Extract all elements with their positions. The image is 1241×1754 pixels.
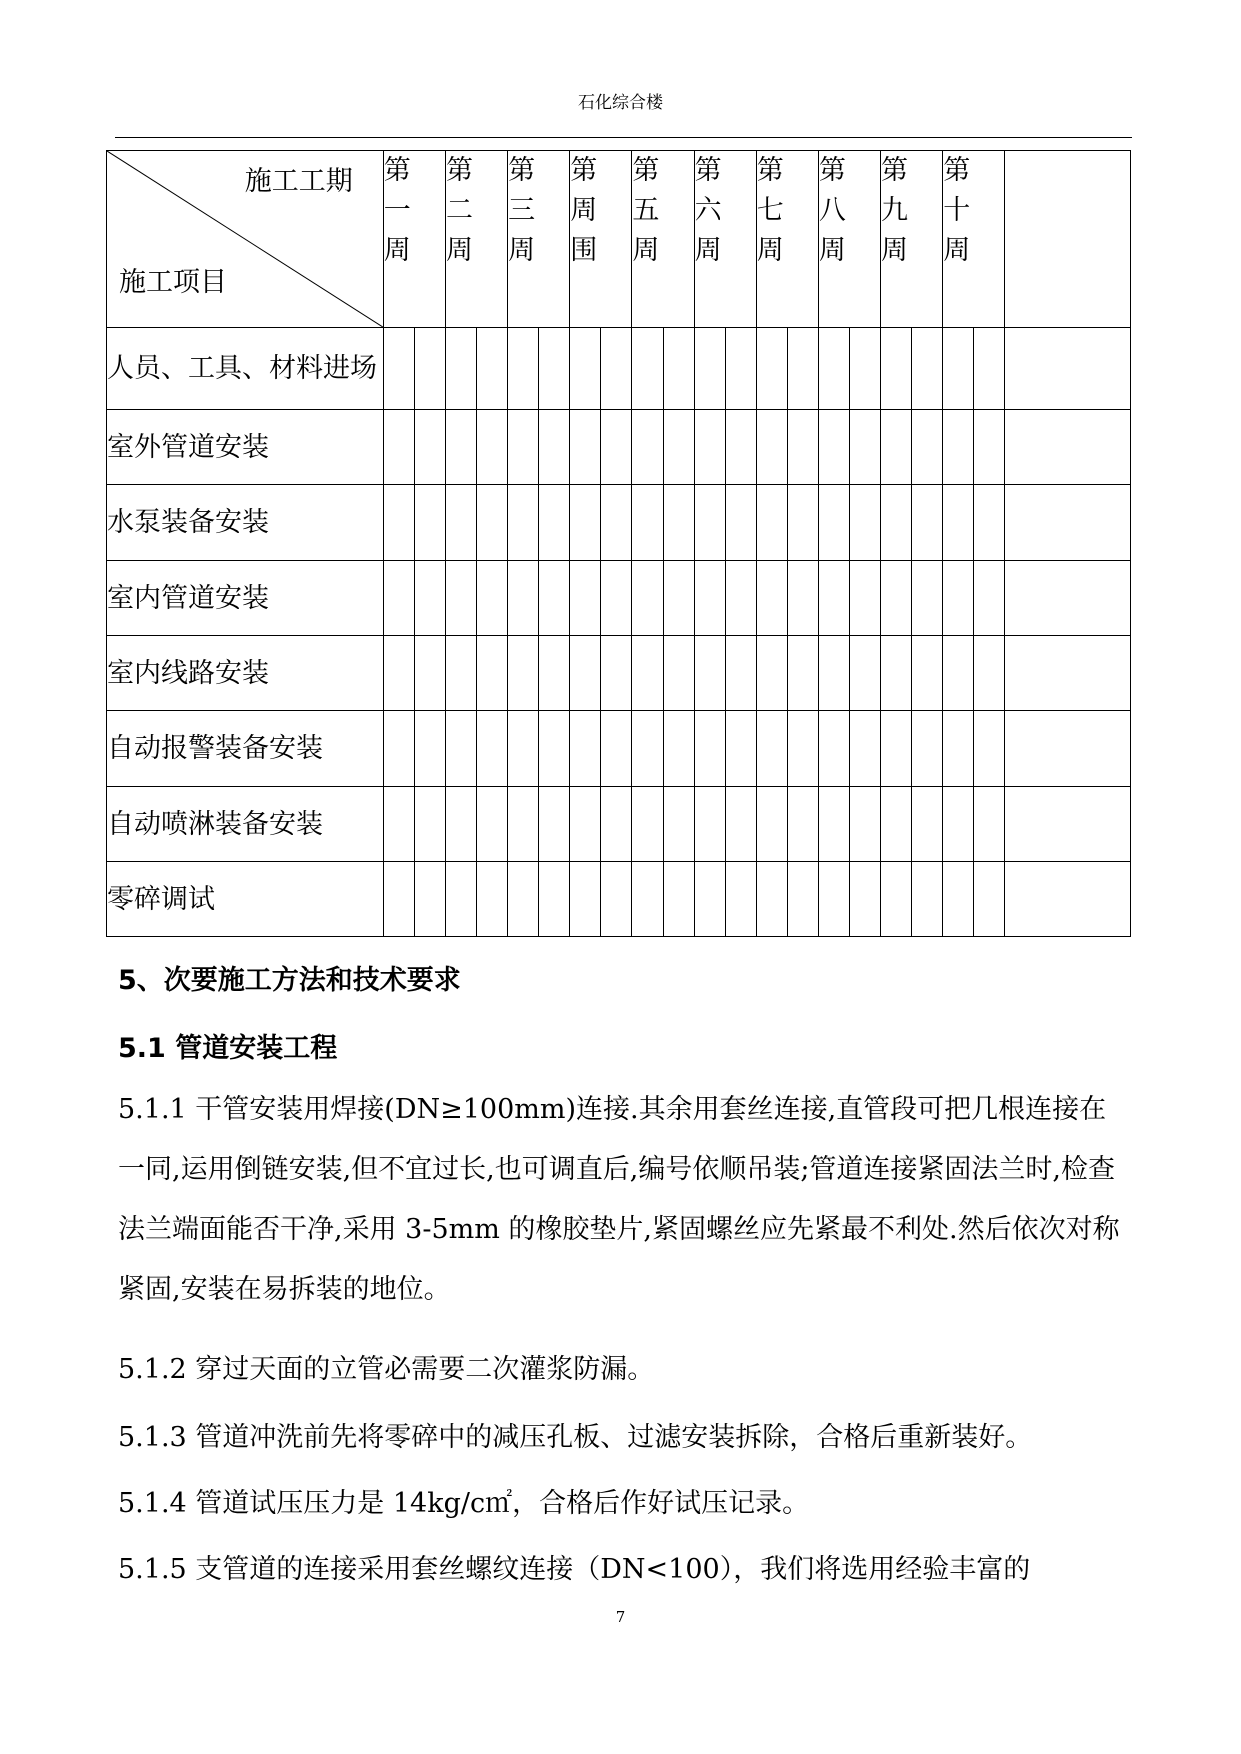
schedule-cell [445,485,476,561]
schedule-cell [414,636,445,711]
schedule-cell [787,636,818,711]
paragraph-5-1-2: 5.1.2 穿过天面的立管必需要二次灌浆防漏。 [118,1354,655,1385]
week-header-char: 周 [445,235,473,266]
schedule-cell [974,485,1005,561]
week-header-char: 围 [570,235,598,266]
schedule-cell [383,485,414,561]
schedule-cell [414,328,445,410]
schedule-cell [601,862,632,937]
paragraph-5-1-1: 5.1.1 干管安装用焊接(DN≥100mm)连接.其余用套丝连接,直管段可把几根连接在一同,运用倒链安装,但不宜过长,也可调直后,编号依顺吊装;管道连接紧固法兰时,检查法兰端面能否干净,采用 3-5mm 的橡胶垫片,紧固螺丝应先紧最不利处.然后依次对称紧固,安装在易拆装的地位。 [118,1094,1120,1305]
week-header-char: 第 [694,155,722,186]
week-header-6 [694,151,756,328]
schedule-cell [787,711,818,787]
schedule-extra-cell [1005,485,1131,561]
paragraph-5-1-3: 5.1.3 管道冲洗前先将零碎中的减压孔板、过滤安装拆除，合格后重新装好。 [118,1422,1033,1453]
schedule-cell [632,787,663,862]
schedule-cell [694,410,725,485]
schedule-extra-cell [1005,561,1131,636]
schedule-cell [414,711,445,787]
schedule-cell [632,711,663,787]
schedule-cell [787,862,818,937]
schedule-extra-cell [1005,711,1131,787]
schedule-cell [477,485,508,561]
schedule-cell [539,410,570,485]
schedule-cell [912,328,943,410]
schedule-cell [445,636,476,711]
week-header-char: 周 [632,235,660,266]
schedule-cell [663,561,694,636]
schedule-cell [632,328,663,410]
schedule-item-label: 室内线路安装 [107,636,384,711]
schedule-cell [943,711,974,787]
schedule-cell [601,636,632,711]
week-header-5 [632,151,694,328]
schedule-cell [508,787,539,862]
schedule-cell [508,328,539,410]
schedule-cell [787,787,818,862]
schedule-cell [974,711,1005,787]
week-header-char: 第 [508,155,536,186]
week-header-10 [943,151,1005,328]
week-header-char: 五 [632,195,660,226]
schedule-cell [570,787,601,862]
schedule-cell [974,787,1005,862]
schedule-cell [632,561,663,636]
schedule-cell [694,787,725,862]
schedule-cell [943,561,974,636]
schedule-cell [508,711,539,787]
schedule-row [107,561,1131,636]
page-header-title: 石化综合楼 [578,93,663,112]
section-5-1-heading: 5.1 管道安装工程 [118,1033,338,1064]
corner-cell [107,151,384,328]
schedule-cell [725,485,756,561]
schedule-row [107,410,1131,485]
schedule-row [107,787,1131,862]
schedule-cell [383,410,414,485]
schedule-cell [570,862,601,937]
schedule-cell [818,410,849,485]
schedule-cell [539,485,570,561]
schedule-cell [445,711,476,787]
week-header-char: 十 [943,195,971,226]
schedule-cell [881,636,912,711]
schedule-cell [570,328,601,410]
schedule-item-label: 自动报警装备安装 [107,711,384,787]
schedule-cell [974,561,1005,636]
schedule-cell [539,636,570,711]
week-header-char: 九 [881,195,909,226]
schedule-row [107,328,1131,410]
week-header-char: 二 [445,195,473,226]
schedule-cell [756,410,787,485]
schedule-cell [383,636,414,711]
page-number: 7 [615,1608,626,1626]
schedule-cell [849,636,880,711]
week-header-char: 第 [881,155,909,186]
week-header-char: 周 [383,235,411,266]
schedule-cell [414,410,445,485]
week-header-char: 一 [383,195,411,226]
schedule-cell [881,711,912,787]
schedule-cell [601,410,632,485]
schedule-cell [725,561,756,636]
schedule-cell [570,485,601,561]
schedule-item-label: 水泵装备安装 [107,485,384,561]
week-header-2 [445,151,507,328]
schedule-cell [849,787,880,862]
schedule-cell [663,787,694,862]
week-header-1 [383,151,445,328]
schedule-cell [912,862,943,937]
extra-header-cell [1005,151,1131,328]
schedule-cell [601,787,632,862]
schedule-cell [818,862,849,937]
schedule-cell [632,862,663,937]
schedule-cell [601,711,632,787]
schedule-cell [445,862,476,937]
schedule-cell [414,485,445,561]
week-header-char: 周 [508,235,536,266]
schedule-cell [539,862,570,937]
schedule-cell [974,328,1005,410]
schedule-cell [756,862,787,937]
schedule-cell [818,328,849,410]
schedule-cell [694,862,725,937]
schedule-cell [694,485,725,561]
schedule-cell [849,711,880,787]
schedule-cell [477,862,508,937]
schedule-cell [383,711,414,787]
schedule-cell [756,485,787,561]
schedule-cell [477,636,508,711]
schedule-cell [725,410,756,485]
week-header-char: 周 [943,235,971,266]
schedule-cell [445,787,476,862]
schedule-cell [477,410,508,485]
schedule-cell [663,328,694,410]
schedule-cell [694,636,725,711]
week-header-9 [881,151,943,328]
schedule-cell [570,636,601,711]
week-header-char: 第 [756,155,784,186]
schedule-cell [508,485,539,561]
schedule-cell [849,561,880,636]
schedule-cell [445,328,476,410]
schedule-item-label: 零碎调试 [107,862,384,937]
schedule-cell [445,410,476,485]
week-header-char: 第 [383,155,411,186]
schedule-cell [601,561,632,636]
schedule-cell [539,328,570,410]
schedule-item-label: 室内管道安装 [107,561,384,636]
schedule-cell [881,862,912,937]
schedule-extra-cell [1005,787,1131,862]
schedule-cell [881,485,912,561]
schedule-cell [881,410,912,485]
week-header-char: 第 [570,155,598,186]
schedule-cell [539,787,570,862]
schedule-cell [725,711,756,787]
schedule-row [107,711,1131,787]
schedule-cell [663,862,694,937]
schedule-cell [725,862,756,937]
schedule-cell [632,410,663,485]
corner-label-period: 施工工期 [244,166,353,197]
schedule-cell [477,711,508,787]
schedule-cell [694,711,725,787]
schedule-cell [756,636,787,711]
schedule-cell [787,328,818,410]
schedule-cell [756,711,787,787]
schedule-cell [756,787,787,862]
schedule-cell [508,636,539,711]
week-header-char: 第 [818,155,846,186]
schedule-table [106,150,1131,937]
schedule-extra-cell [1005,410,1131,485]
schedule-cell [663,485,694,561]
schedule-cell [881,787,912,862]
schedule-cell [601,328,632,410]
schedule-cell [725,636,756,711]
week-header-char: 八 [818,195,846,226]
schedule-cell [943,485,974,561]
schedule-row [107,636,1131,711]
schedule-cell [943,410,974,485]
week-header-7 [756,151,818,328]
week-header-char: 周 [881,235,909,266]
schedule-header-row [107,151,1131,328]
schedule-cell [756,561,787,636]
schedule-cell [756,328,787,410]
week-header-char: 六 [694,195,722,226]
week-header-char: 第 [445,155,473,186]
schedule-cell [912,787,943,862]
schedule-cell [787,561,818,636]
schedule-cell [818,561,849,636]
week-header-char: 第 [943,155,971,186]
week-header-char: 周 [818,235,846,266]
schedule-cell [383,862,414,937]
header-rule [115,137,1132,138]
schedule-row [107,485,1131,561]
corner-label-item: 施工项目 [119,267,227,298]
schedule-item-label: 自动喷淋装备安装 [107,787,384,862]
schedule-cell [849,485,880,561]
schedule-row [107,862,1131,937]
schedule-cell [943,328,974,410]
schedule-item-label: 人员、工具、材料进场 [107,328,384,410]
schedule-cell [974,862,1005,937]
schedule-cell [632,485,663,561]
schedule-cell [663,636,694,711]
schedule-cell [849,328,880,410]
week-header-4 [570,151,632,328]
paragraph-5-1-4: 5.1.4 管道试压压力是 14kg/c㎡，合格后作好试压记录。 [118,1488,810,1519]
schedule-cell [849,862,880,937]
schedule-cell [881,328,912,410]
schedule-cell [570,561,601,636]
week-header-8 [818,151,880,328]
week-header-3 [508,151,570,328]
schedule-cell [725,328,756,410]
schedule-cell [943,862,974,937]
schedule-cell [477,787,508,862]
schedule-cell [383,561,414,636]
schedule-cell [974,636,1005,711]
schedule-cell [943,787,974,862]
schedule-cell [570,410,601,485]
schedule-cell [818,787,849,862]
schedule-cell [477,328,508,410]
week-header-char: 三 [508,195,536,226]
schedule-cell [818,485,849,561]
schedule-cell [912,561,943,636]
schedule-cell [570,711,601,787]
schedule-extra-cell [1005,328,1131,410]
schedule-cell [445,561,476,636]
schedule-cell [787,410,818,485]
schedule-cell [912,410,943,485]
schedule-item-label: 室外管道安装 [107,410,384,485]
schedule-cell [881,561,912,636]
week-header-char: 第 [632,155,660,186]
schedule-cell [383,328,414,410]
schedule-cell [539,711,570,787]
week-header-char: 周 [756,235,784,266]
schedule-cell [725,787,756,862]
paragraph-5-1-5: 5.1.5 支管道的连接采用套丝螺纹连接（DN<100），我们将选用经验丰富的 [118,1554,1031,1585]
schedule-cell [818,711,849,787]
schedule-cell [414,561,445,636]
schedule-cell [943,636,974,711]
schedule-cell [508,862,539,937]
schedule-extra-cell [1005,862,1131,937]
schedule-cell [694,561,725,636]
schedule-cell [818,636,849,711]
schedule-cell [912,636,943,711]
schedule-cell [663,711,694,787]
schedule-cell [912,711,943,787]
schedule-cell [477,561,508,636]
schedule-cell [414,787,445,862]
schedule-cell [974,410,1005,485]
section-5-heading: 5、次要施工方法和技术要求 [118,965,461,996]
schedule-cell [508,561,539,636]
schedule-cell [383,787,414,862]
schedule-cell [414,862,445,937]
week-header-char: 周 [570,195,598,226]
schedule-cell [539,561,570,636]
week-header-char: 七 [756,195,784,226]
schedule-cell [508,410,539,485]
schedule-cell [694,328,725,410]
week-header-char: 周 [694,235,722,266]
schedule-cell [787,485,818,561]
schedule-extra-cell [1005,636,1131,711]
schedule-cell [849,410,880,485]
schedule-cell [601,485,632,561]
schedule-cell [663,410,694,485]
schedule-cell [632,636,663,711]
schedule-cell [912,485,943,561]
